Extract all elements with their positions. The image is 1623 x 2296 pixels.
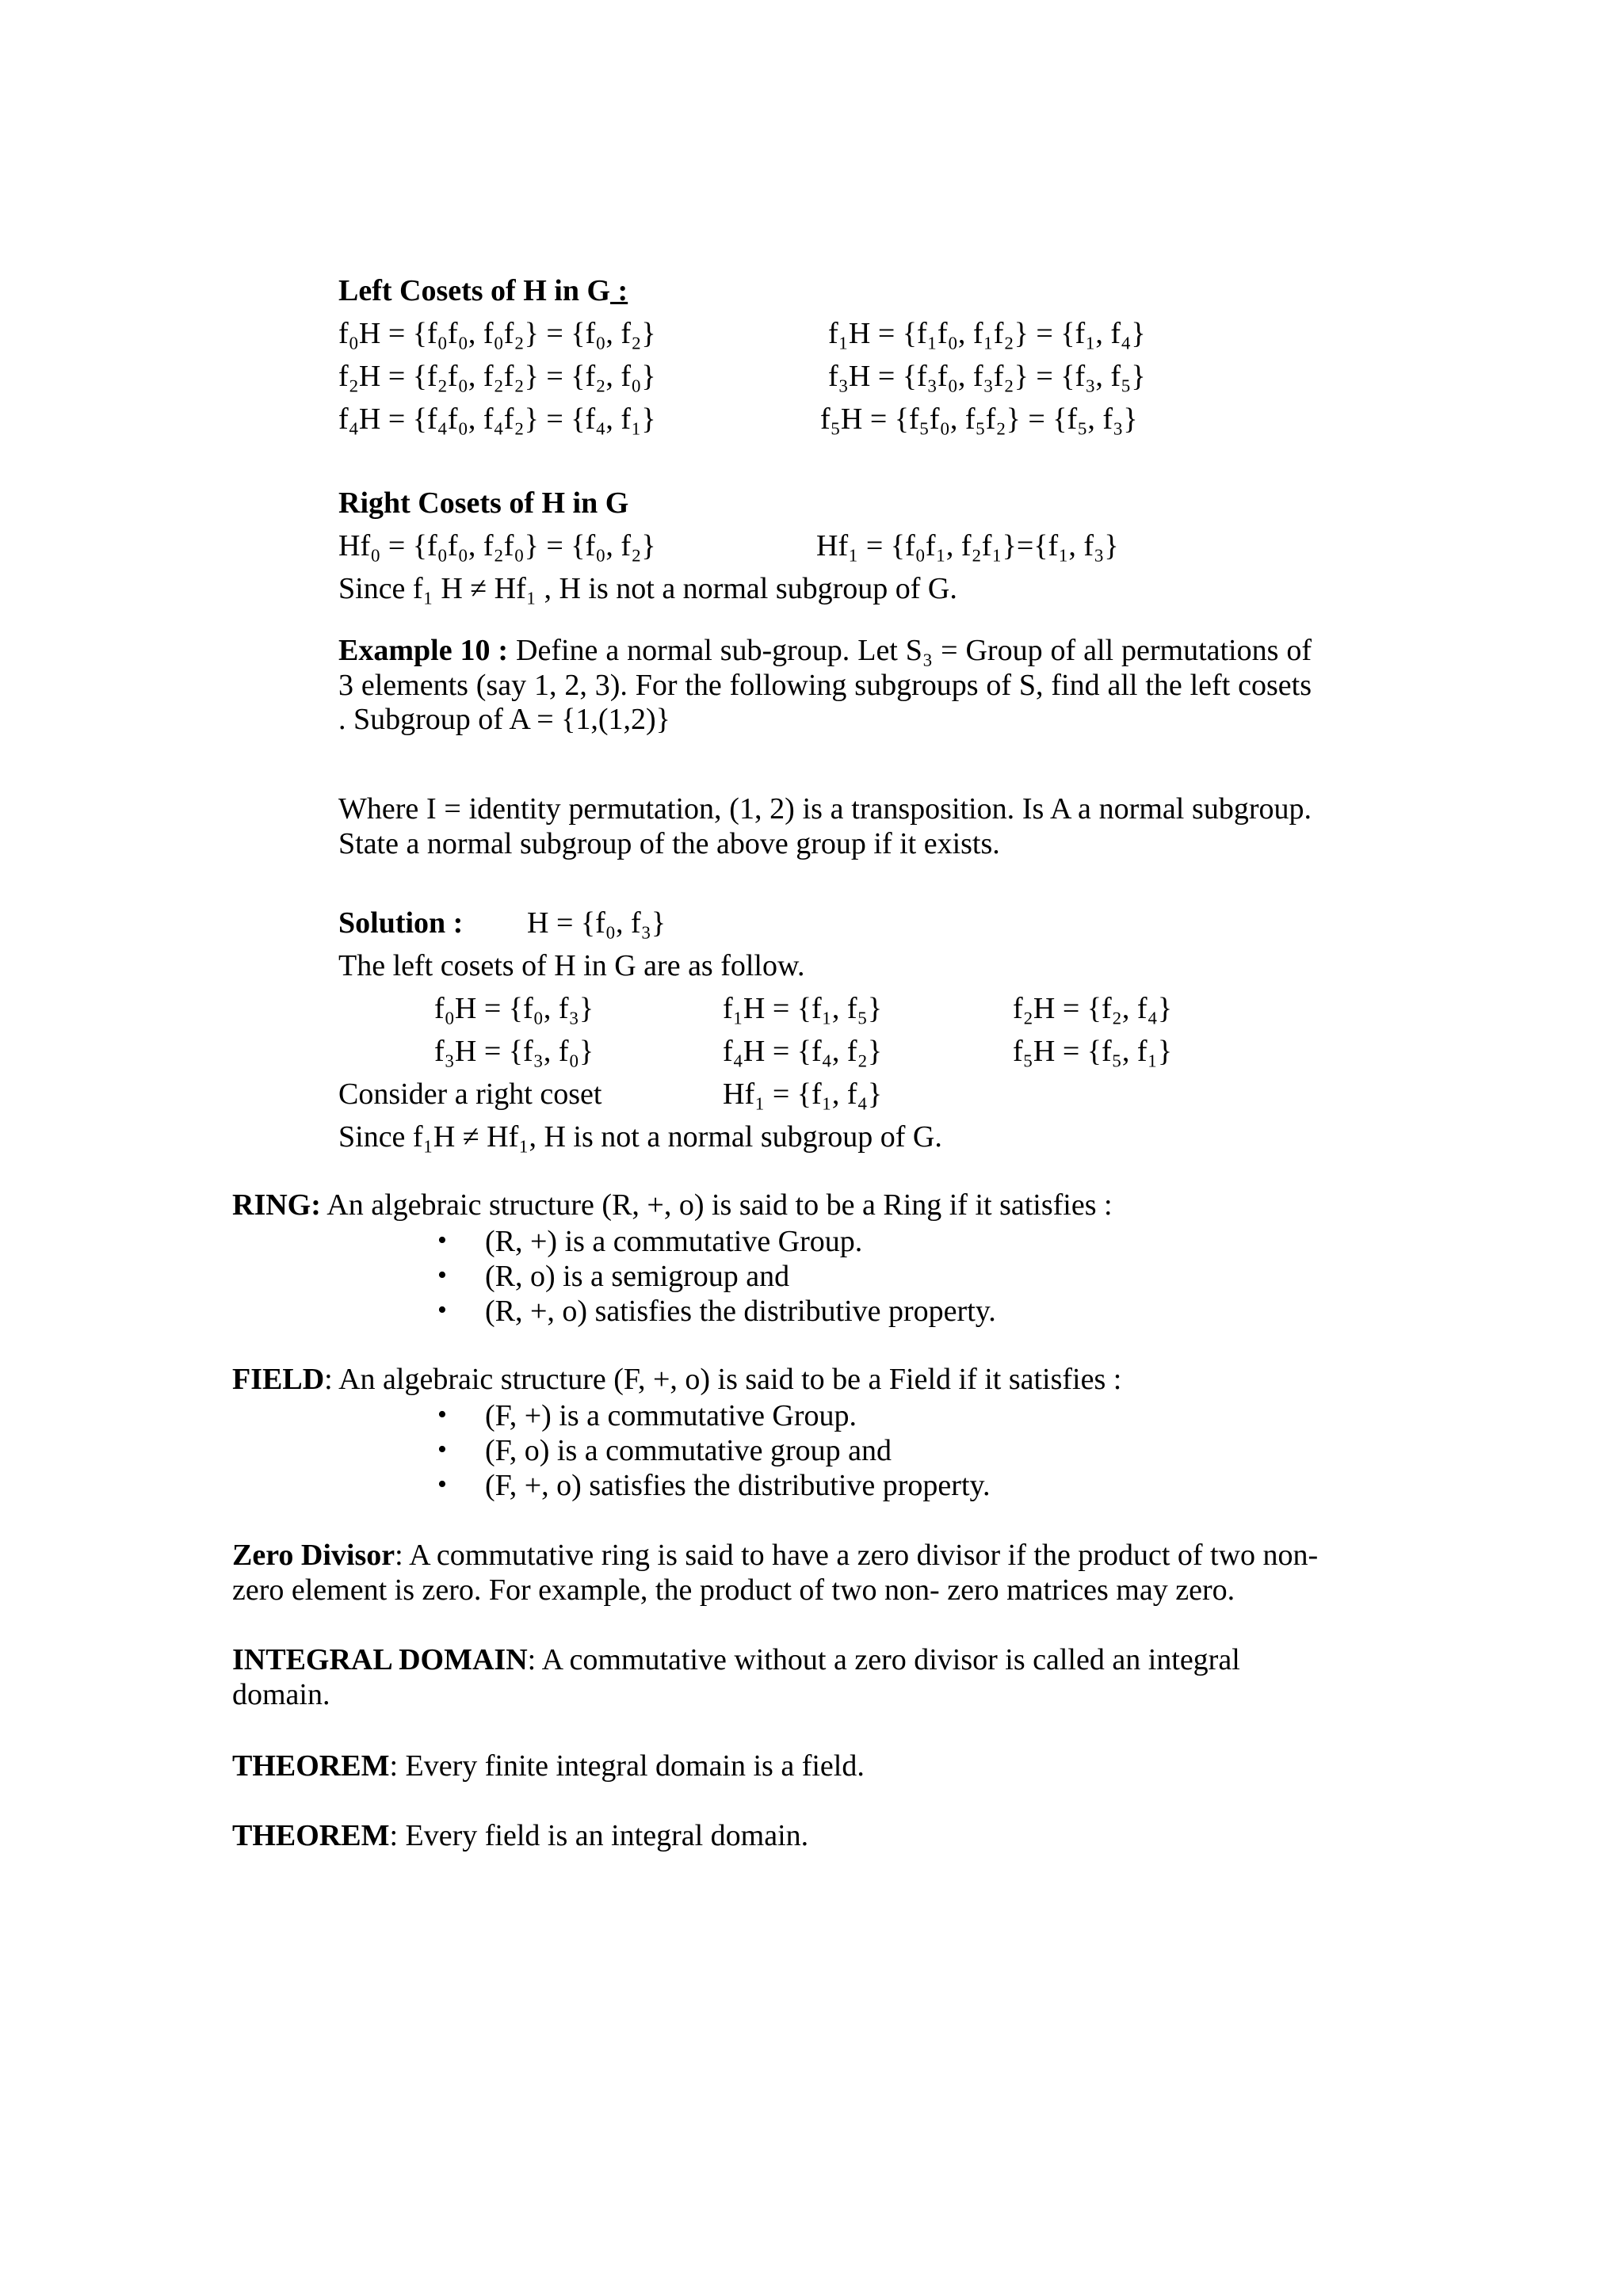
bullet-icon: •: [437, 1470, 447, 1499]
ring-bullet-3-text: (R, +, o) satisfies the distributive property.: [485, 1295, 996, 1328]
field-body: : An algebraic structure (F, +, o) is said to be a Field if it satisfies :: [324, 1363, 1122, 1396]
solution-coset-f2: f₂H = {f₂, f₄}: [1013, 992, 1173, 1025]
right-coset-hf1: Hf₁ = {f₀f₁, f₂f₁}={f₁, f₃}: [816, 529, 1119, 563]
solution-coset-f5: f₅H = {f₅, f₁}: [1013, 1035, 1173, 1068]
field-bullet-2-text: (F, o) is a commutative group and: [485, 1434, 892, 1467]
left-coset-f5: f₅H = {f₅f₀, f₅f₂} = {f₅, f₃}: [820, 402, 1138, 436]
zero-divisor-label: Zero Divisor: [232, 1539, 395, 1572]
bullet-icon: •: [437, 1400, 447, 1429]
solution-conclusion: Since f₁H ≠ Hf₁, H is not a normal subgroup of G.: [338, 1120, 942, 1154]
left-cosets-heading-text: Left Cosets of H in G: [338, 274, 611, 307]
field-definition: [232, 1363, 1121, 1398]
right-coset-hf0: Hf₀ = {f₀f₀, f₂f₀} = {f₀, f₂}: [338, 529, 656, 563]
field-bullet-3-text: (F, +, o) satisfies the distributive property.: [485, 1469, 991, 1502]
example-10: [338, 634, 1312, 738]
theorem-2: [232, 1819, 808, 1854]
integral-domain-label: INTEGRAL DOMAIN: [232, 1643, 528, 1676]
right-cosets-heading: Right Cosets of H in G: [338, 486, 629, 520]
example-10-body: Define a normal sub-group. Let S₃ = Group of all permutations of 3 elements (say 1, 2, 3). For the following subgroups of S, find all the left cosets . Subgroup of A = {1,(1,2)}: [338, 634, 1312, 737]
left-coset-f4: f₄H = {f₄f₀, f₄f₂} = {f₄, f₁}: [338, 402, 656, 436]
field-label: FIELD: [232, 1363, 325, 1396]
ring-label: RING:: [232, 1188, 321, 1222]
theorem-1-body: : Every finite integral domain is a field.: [389, 1749, 865, 1783]
integral-domain-body-1: : A commutative without a zero divisor is called an integral: [527, 1643, 1240, 1676]
right-cosets-conclusion: Since f₁ H ≠ Hf₁ , H is not a normal subgroup of G.: [338, 572, 957, 605]
theorem-1: [232, 1749, 865, 1784]
bullet-icon: •: [437, 1435, 447, 1464]
theorem-2-label: THEOREM: [232, 1819, 390, 1852]
solution-label: Solution :: [338, 906, 464, 940]
theorem-1-label: THEOREM: [232, 1749, 390, 1783]
solution-intro: The left cosets of H in G are as follow.: [338, 949, 805, 982]
zero-divisor-line-2: zero element is zero. For example, the product of two non- zero matrices may zero.: [232, 1573, 1235, 1607]
bullet-icon: •: [437, 1261, 447, 1290]
field-bullet-1-text: (F, +) is a commutative Group.: [485, 1399, 857, 1432]
theorem-2-body: : Every field is an integral domain.: [389, 1819, 809, 1852]
solution-coset-f3: f₃H = {f₃, f₀}: [434, 1035, 594, 1068]
solution-coset-f4: f₄H = {f₄, f₂}: [723, 1035, 883, 1068]
bullet-icon: •: [437, 1295, 447, 1325]
solution-coset-f1: f₁H = {f₁, f₅}: [723, 992, 883, 1025]
integral-domain-line-2: domain.: [232, 1678, 330, 1711]
ring-definition: [232, 1188, 1113, 1223]
left-coset-f2: f₂H = {f₂f₀, f₂f₂} = {f₂, f₀}: [338, 360, 656, 393]
solution-h: H = {f₀, f₃}: [527, 906, 666, 940]
left-cosets-heading-colon: :: [610, 274, 628, 307]
left-coset-f3: f₃H = {f₃f₀, f₃f₂} = {f₃, f₅}: [828, 360, 1146, 393]
left-cosets-heading: [338, 274, 628, 309]
integral-domain-line-1: [232, 1643, 1240, 1678]
solution-coset-f0: f₀H = {f₀, f₃}: [434, 992, 594, 1025]
solution-right-coset-value: Hf₁ = {f₁, f₄}: [723, 1077, 883, 1111]
ring-bullet-1-text: (R, +) is a commutative Group.: [485, 1225, 863, 1258]
zero-divisor-line-1: [232, 1539, 1318, 1573]
ring-body: An algebraic structure (R, +, o) is said to be a Ring if it satisfies :: [320, 1188, 1113, 1222]
solution-right-coset-label: Consider a right coset: [338, 1077, 602, 1111]
example-10-where: Where I = identity permutation, (1, 2) is a transposition. Is A a normal subgroup. State a normal subgroup of the above group if it exists.: [338, 792, 1312, 860]
example-10-label: Example 10 :: [338, 634, 509, 667]
left-coset-f1: f₁H = {f₁f₀, f₁f₂} = {f₁, f₄}: [828, 317, 1146, 350]
zero-divisor-body-1: : A commutative ring is said to have a zero divisor if the product of two non-: [395, 1539, 1319, 1572]
ring-bullet-2-text: (R, o) is a semigroup and: [485, 1260, 790, 1293]
left-coset-f0: f₀H = {f₀f₀, f₀f₂} = {f₀, f₂}: [338, 317, 656, 350]
bullet-icon: •: [437, 1226, 447, 1255]
